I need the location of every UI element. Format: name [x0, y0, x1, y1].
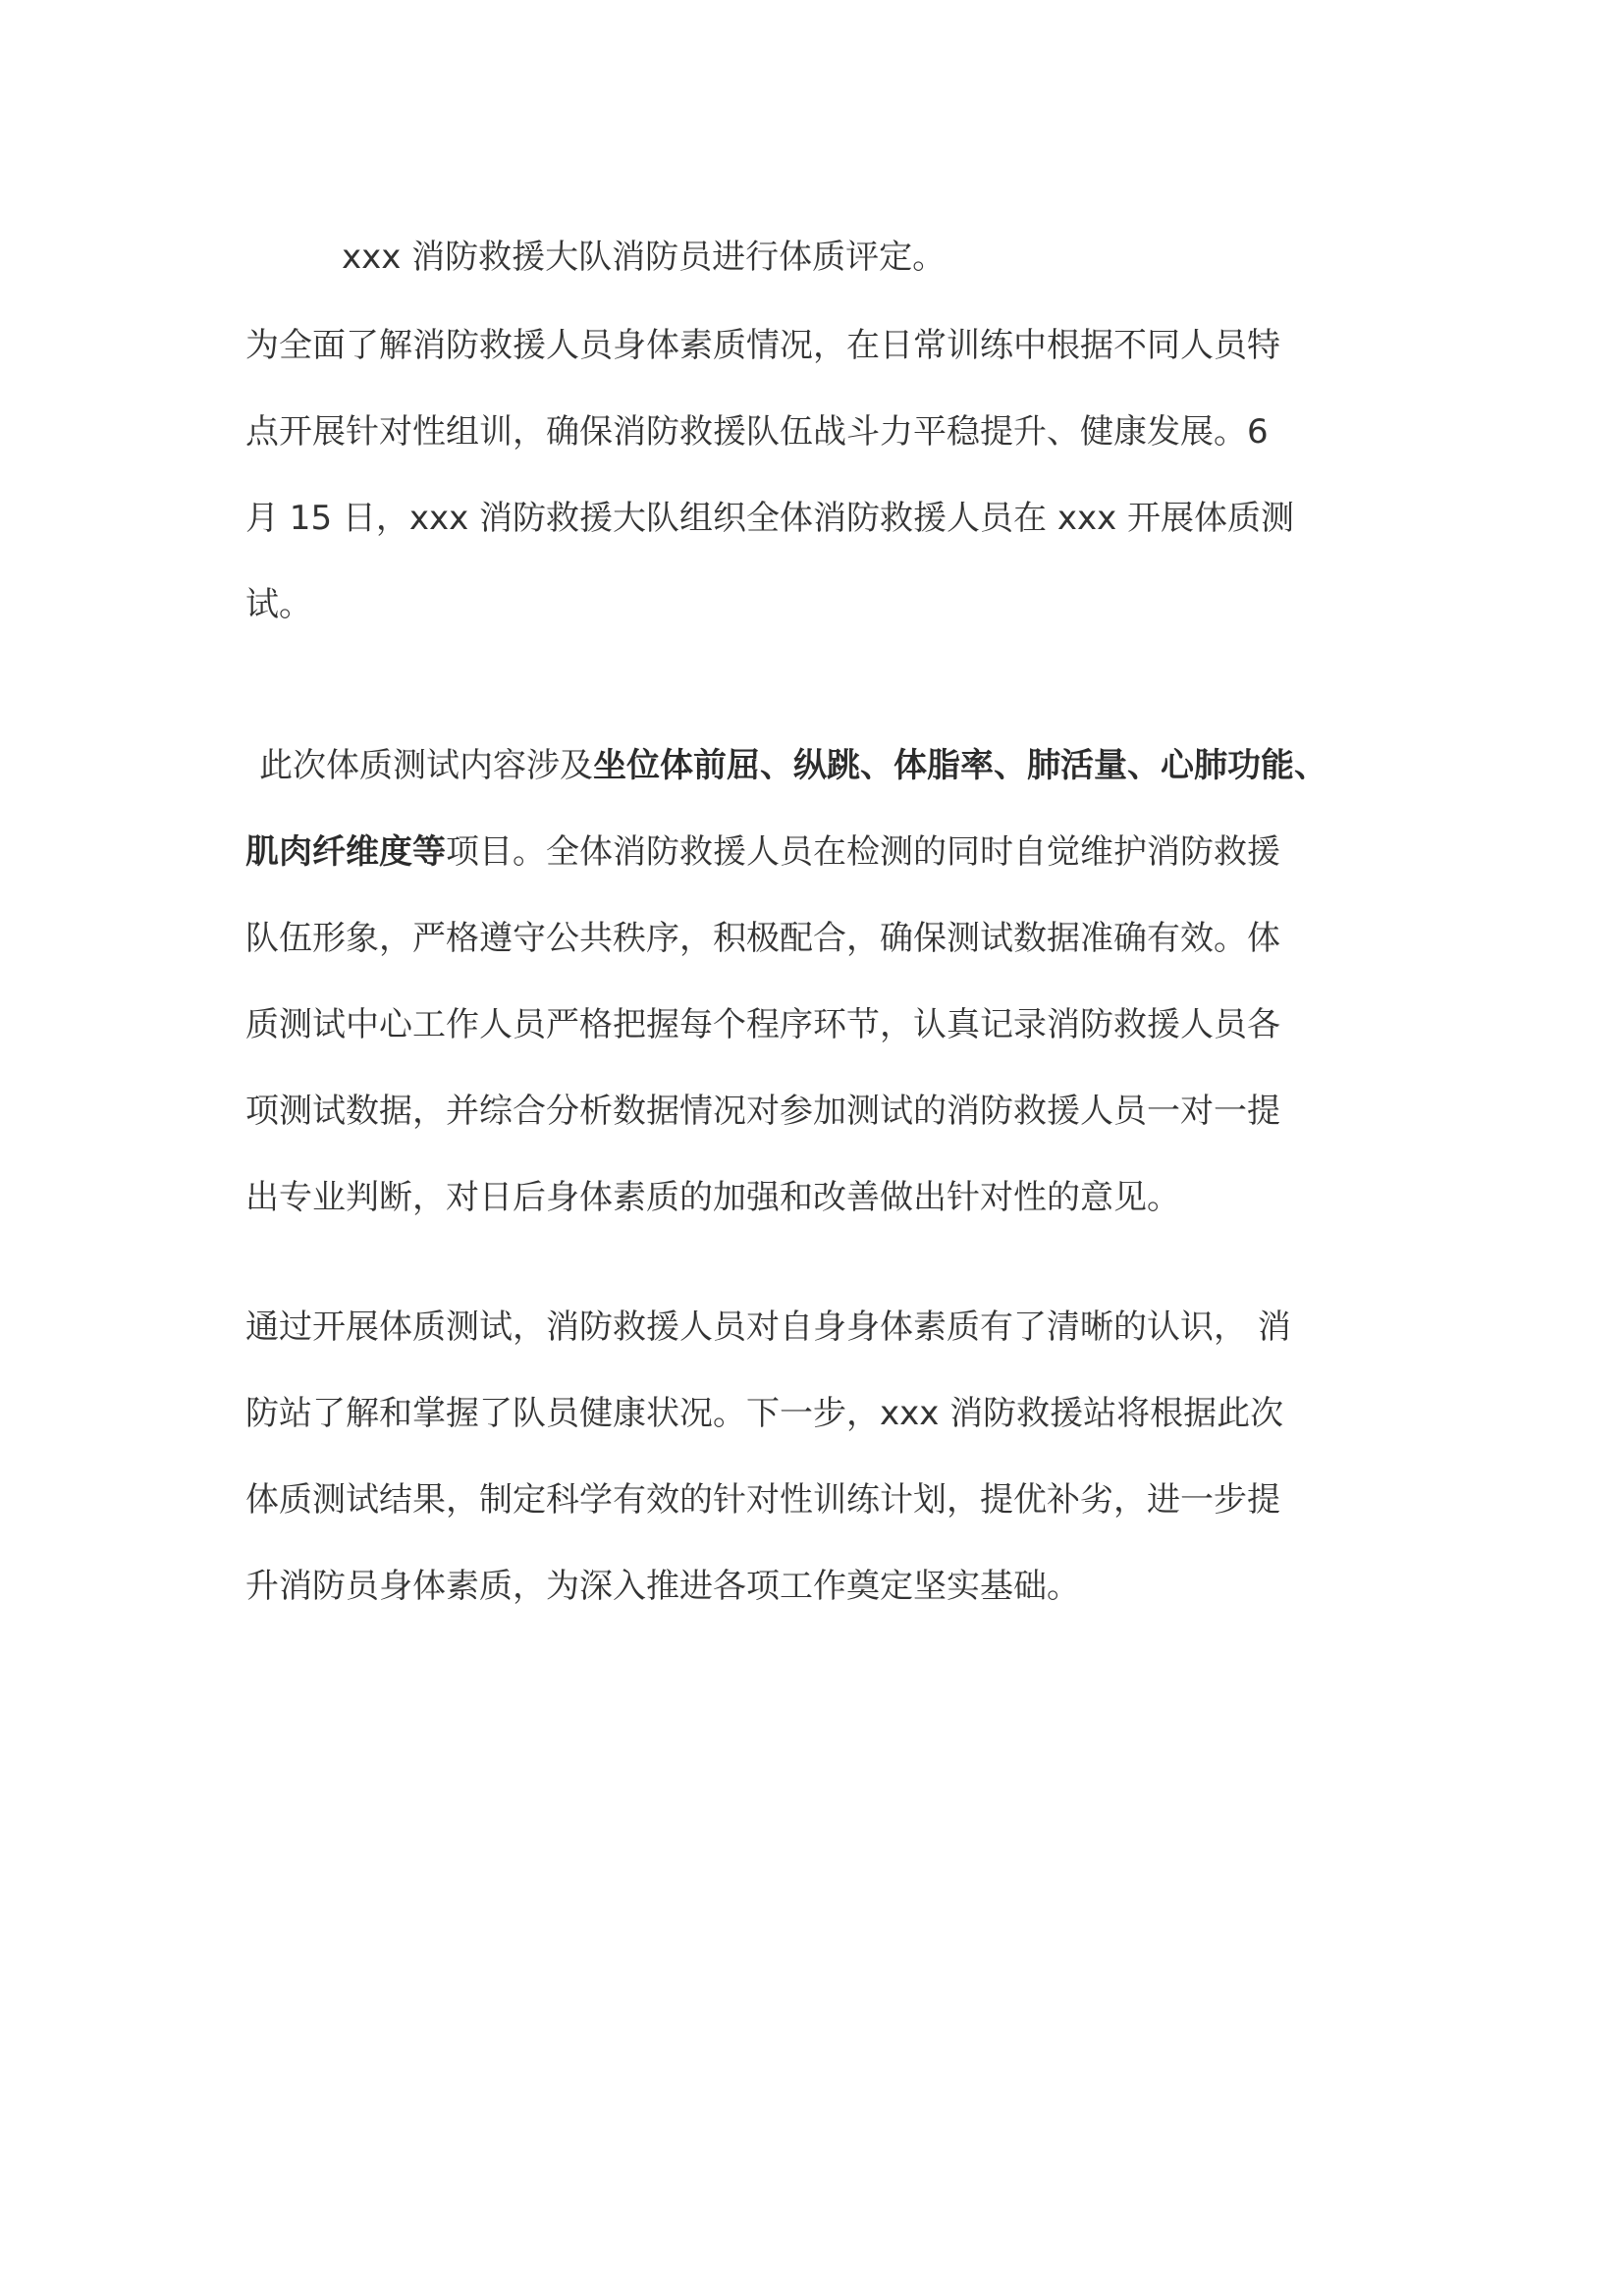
paragraph-line: 项测试数据，并综合分析数据情况对参加测试的消防救援人员一对一提: [245, 1092, 1280, 1131]
text-run: 项目。全体消防救援人员在检测的同时自觉维护消防救援: [446, 832, 1280, 872]
paragraph-line: 队伍形象，严格遵守公共秩序，积极配合，确保测试数据准确有效。体: [245, 919, 1280, 958]
paragraph-1: [245, 316, 1384, 662]
paragraph-line: 出专业判断，对日后身体素质的加强和改善做出针对性的意见。: [245, 1178, 1180, 1217]
paragraph-2: [245, 736, 1384, 1255]
paragraph-line: 试。: [245, 585, 312, 624]
paragraph-line: 升消防员身体素质，为深入推进各项工作奠定坚实基础。: [245, 1567, 1080, 1606]
paragraph-3: [245, 1298, 1384, 1643]
paragraph-line: 通过开展体质测试，消防救援人员对自身身体素质有了清晰的认识， 消: [245, 1308, 1291, 1347]
paragraph-line: [245, 736, 1384, 823]
document-title: xxx 消防救援大队消防员进行体质评定。: [342, 238, 947, 277]
bold-test-items: 坐位体前屈、纵跳、体脂率、肺活量、心肺功能、: [593, 746, 1327, 785]
paragraph-line: 点开展针对性组训，确保消防救援队伍战斗力平稳提升、健康发展。6: [245, 412, 1269, 452]
bold-test-items: 肌肉纤维度等: [245, 832, 446, 872]
paragraph-line: 为全面了解消防救援人员身体素质情况，在日常训练中根据不同人员特: [245, 326, 1280, 365]
text-run: 此次体质测试内容涉及: [259, 746, 593, 785]
paragraph-line: 防站了解和掌握了队员健康状况。下一步，xxx 消防救援站将根据此次: [245, 1394, 1284, 1433]
paragraph-line: 体质测试结果，制定科学有效的针对性训练计划，提优补劣，进一步提: [245, 1480, 1280, 1520]
paragraph-line: 月 15 日，xxx 消防救援大队组织全体消防救援人员在 xxx 开展体质测: [245, 499, 1295, 538]
paragraph-line: 质测试中心工作人员严格把握每个程序环节，认真记录消防救援人员各: [245, 1005, 1280, 1044]
paragraph-line: [245, 823, 1384, 909]
